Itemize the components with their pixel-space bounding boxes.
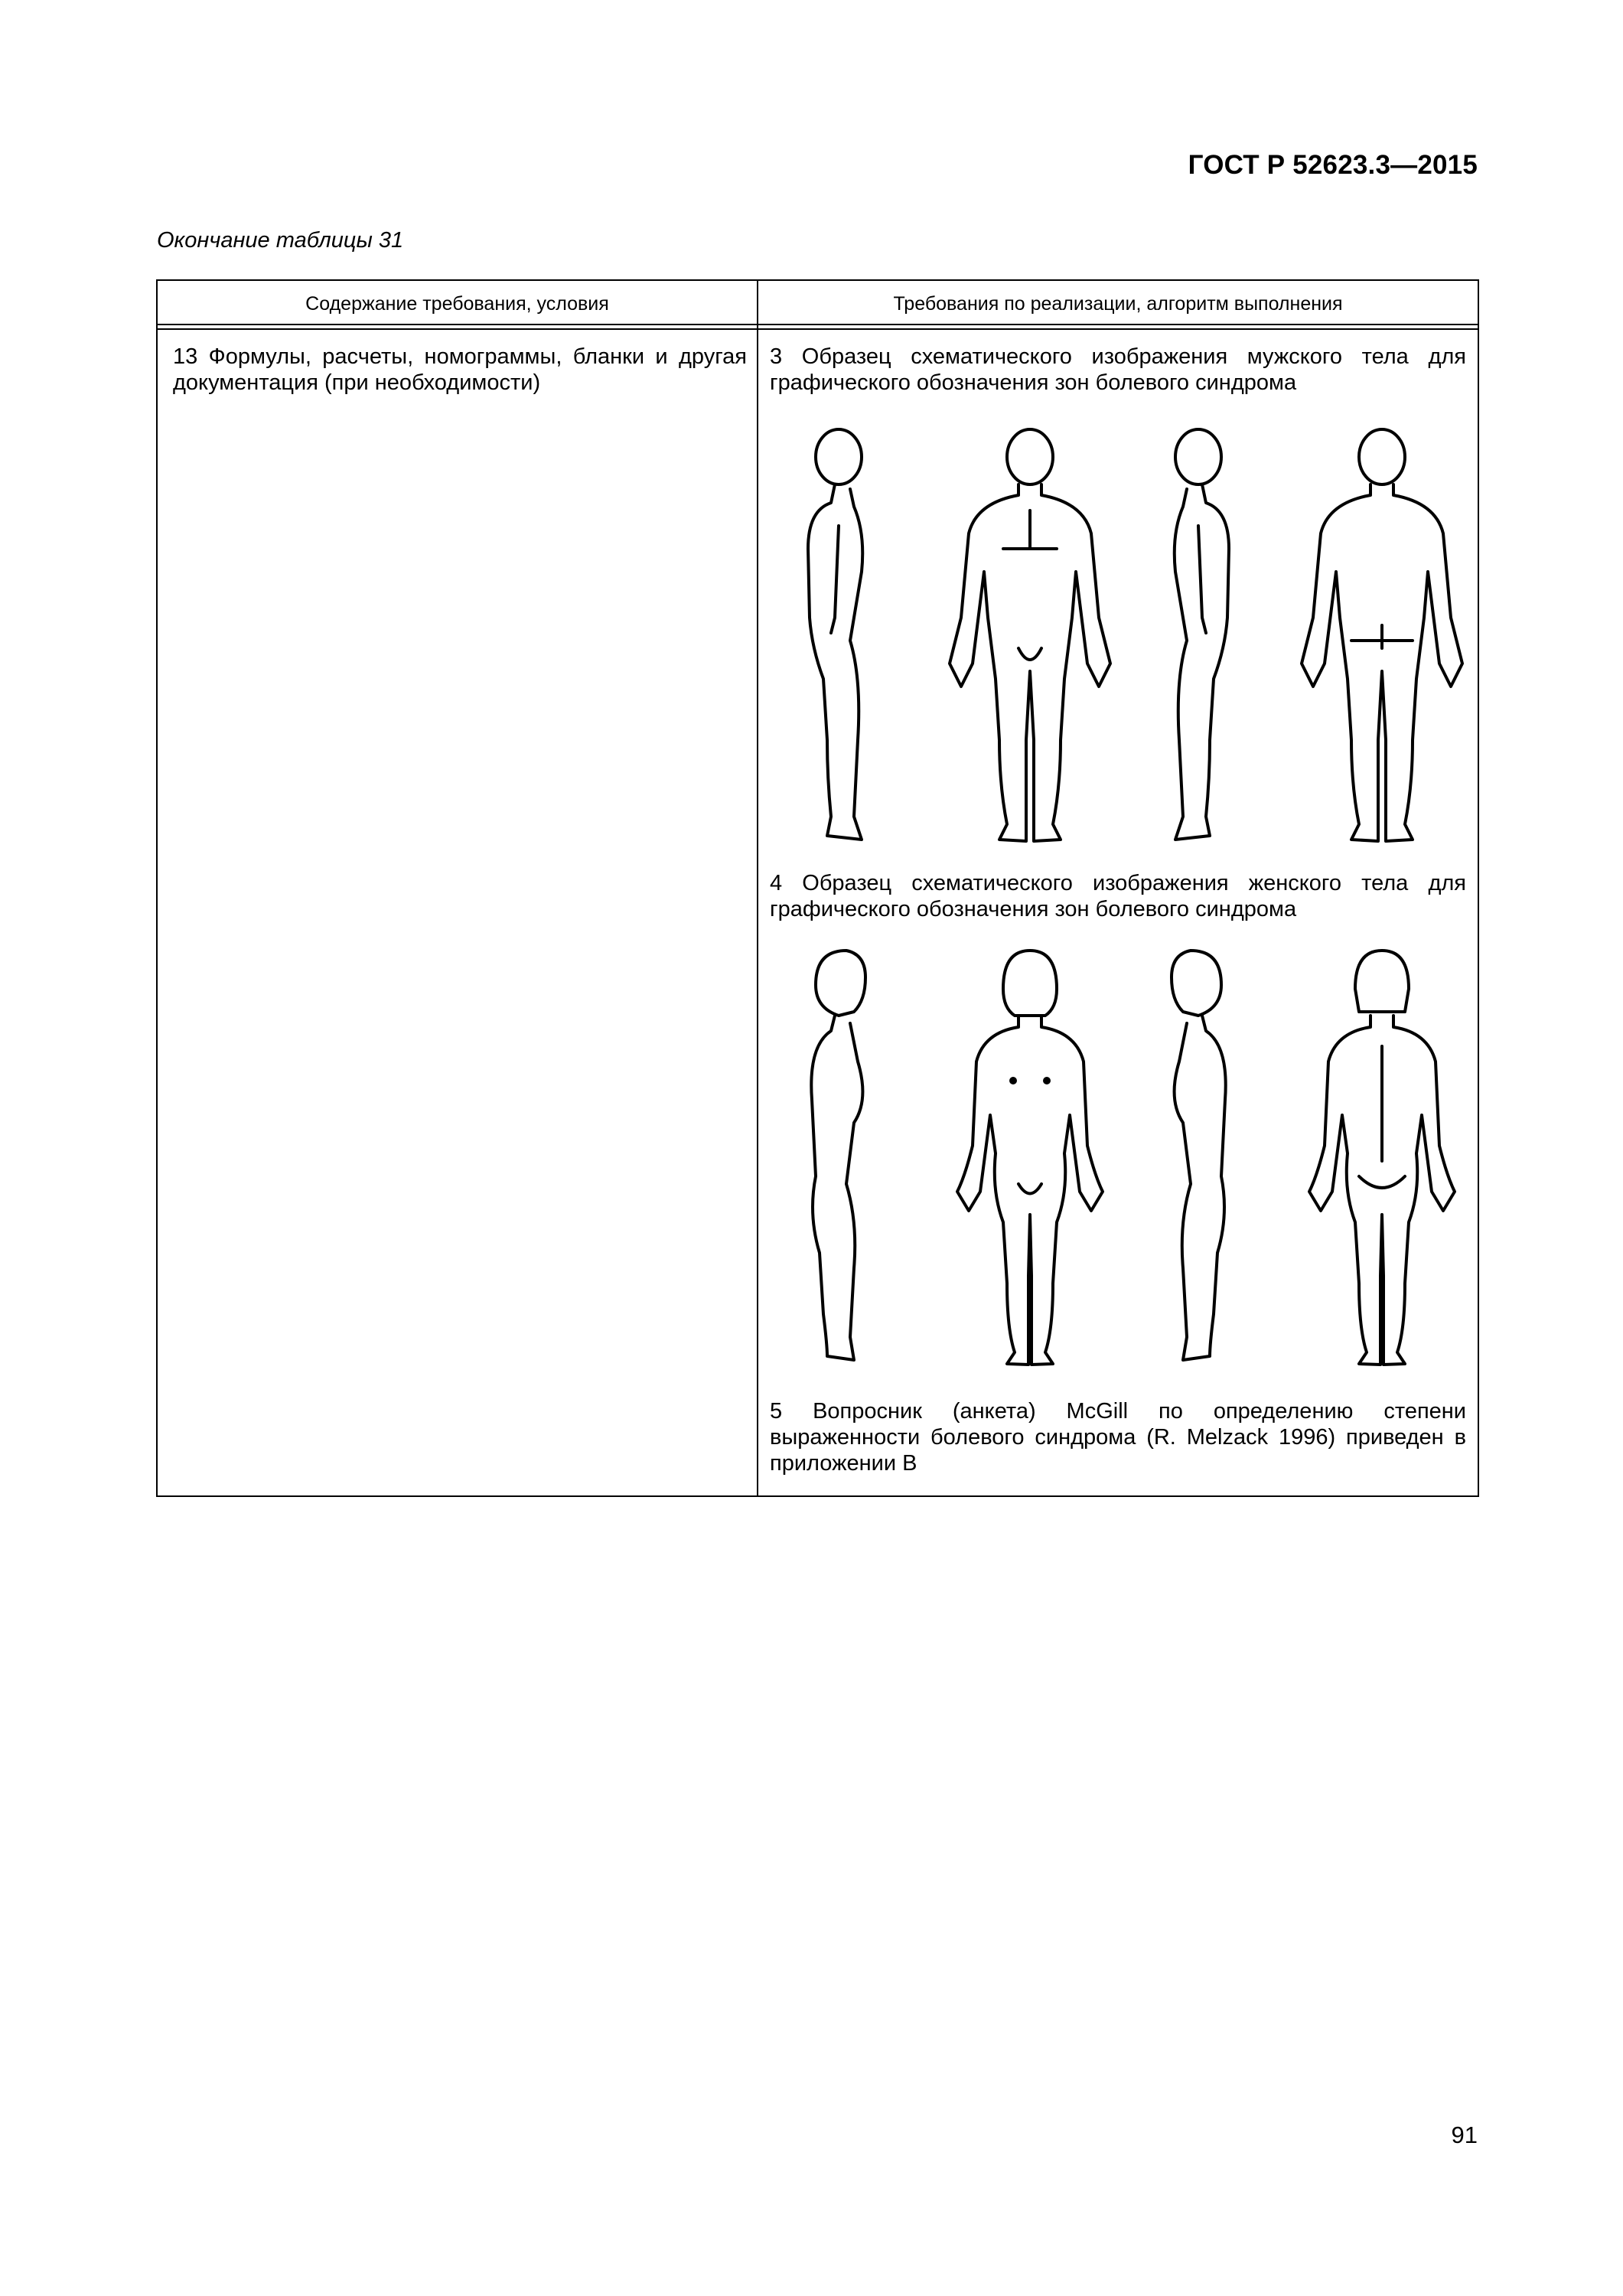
standard-number: ГОСТ Р 52623.3—2015	[1188, 150, 1478, 180]
female-right-profile-figure	[811, 951, 865, 1360]
column-header-conditions: Содержание требования, условия	[305, 293, 609, 315]
female-left-profile-figure	[1172, 951, 1226, 1360]
male-front-figure	[950, 429, 1110, 841]
table-caption: Окончание таблицы 31	[157, 228, 404, 253]
requirements-table	[156, 279, 1479, 1497]
item-4-text: 4 Образец схематического изображения женского тела для графического обозначения зон болевого синдрома	[770, 871, 1466, 921]
male-right-profile-figure	[808, 429, 862, 840]
male-body-figures	[770, 419, 1474, 855]
male-left-profile-figure	[1175, 429, 1229, 840]
female-front-figure	[957, 951, 1103, 1365]
header-divider	[158, 324, 1478, 325]
female-back-figure	[1309, 951, 1455, 1365]
header-divider-double	[158, 328, 1478, 330]
female-body-figures	[770, 947, 1474, 1375]
page-number: 91	[1451, 2122, 1478, 2148]
column-divider	[757, 281, 758, 1495]
column-header-implementation: Требования по реализации, алгоритм выполнения	[893, 293, 1343, 315]
item-3-text: 3 Образец схематического изображения мужского тела для графического обозначения зон болевого синдрома	[770, 344, 1466, 395]
item-5-text: 5 Вопросник (анкета) McGill по определению степени выраженности болевого синдрома (R. Melzack 1996) приведен в приложении В	[770, 1399, 1466, 1476]
male-back-figure	[1302, 429, 1462, 841]
table-header	[158, 281, 1478, 324]
requirement-cell: 13 Формулы, расчеты, номограммы, бланки и другая документация (при необходимости)	[173, 344, 747, 395]
